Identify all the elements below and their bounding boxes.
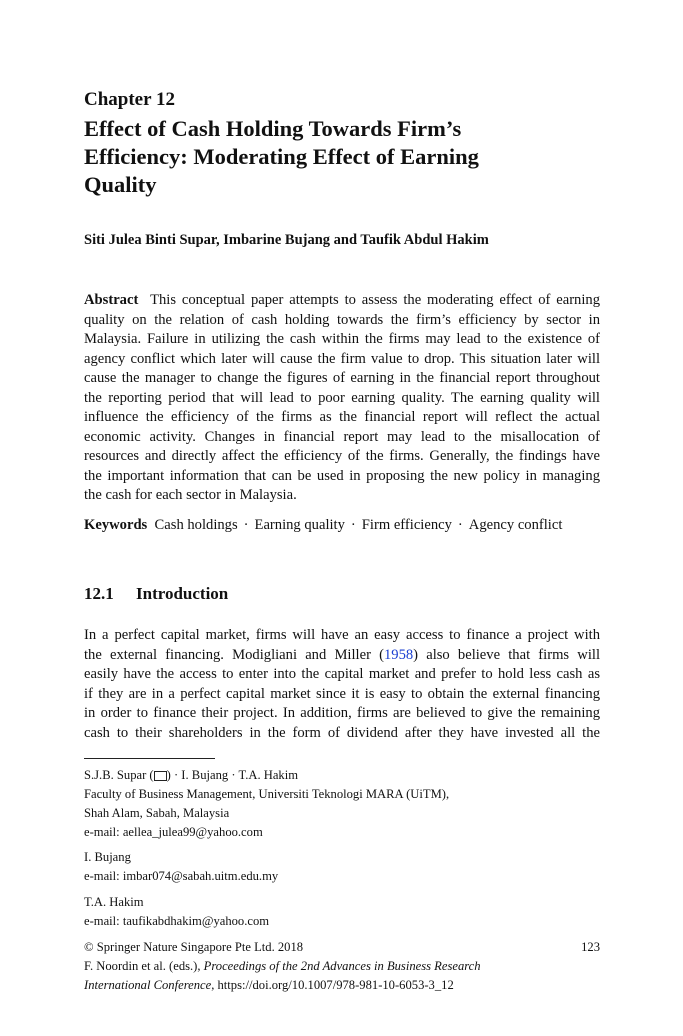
chapter-number: Chapter 12 <box>84 89 175 110</box>
abstract-line: quality on the relation of cash holding towards the firm’s efficiency by sector in <box>84 311 600 328</box>
abstract-line: agency conflict which later will cause the firm value to drop. This situation later will <box>84 350 600 367</box>
section-title: Introduction <box>136 584 229 603</box>
page-number: 123 <box>581 940 600 954</box>
email: e-mail: aellea_julea99@yahoo.com <box>84 825 263 839</box>
citation-link[interactable]: 1958 <box>383 646 414 663</box>
keyword: Cash holdings <box>154 517 238 533</box>
section-heading <box>84 584 600 604</box>
abstract-label: Abstract <box>84 292 139 308</box>
introduction-text: In a perfect capital market, firms will have an easy access to finance a project with the external financing. Modigliani and Miller (1958) also believe that firms will easily have the access to enter into the capital market and prefer to hold less cash as if they are in a perfect capital market since it is easy to obtain the external financing in order to finance their project. In addition, firms are believed to give the remaining cash to their shareholders in the form of dividend after they have invested all the <box>84 627 601 741</box>
abstract-line: resources and directly affect the efficiency of the firms. Generally, the findings have <box>84 448 600 464</box>
email: e-mail: taufikabdhakim@yahoo.com <box>84 914 270 928</box>
abstract-line: influence the efficiency of the firms as the financial report will reflect the actual <box>84 409 600 425</box>
abstract-line: the important information that can be used in proposing the new policy in managing <box>84 467 600 484</box>
title-line: Effect of Cash Holding Towards Firm’s <box>84 116 462 141</box>
abstract-line: the reporting period that will lead to poor earning quality. The earning quality will <box>84 389 600 406</box>
abstract-line: Malaysia. Failure in utilizing the cash within the firms may lead to the existence of <box>84 331 600 347</box>
authors: Siti Julea Binti Supar, Imbarine Bujang and Taufik Abdul Hakim <box>84 232 489 248</box>
author-footnote: I. Bujang e-mail: imbar074@sabah.uitm.edu.my <box>84 848 600 886</box>
footnote-divider <box>84 758 215 759</box>
abstract-line: This conceptual paper attempts to assess the moderating effect of earning <box>150 292 600 308</box>
keywords: Keywords Cash holdings · Earning quality · Firm efficiency · Agency conflict <box>84 517 563 533</box>
abstract-line: cause the manager to change the figures of earning in the financial report throughout <box>84 370 600 386</box>
keyword: Firm efficiency <box>361 517 452 533</box>
keywords-label: Keywords <box>84 517 148 533</box>
section-number: 12.1 <box>84 584 114 603</box>
abstract <box>84 291 600 506</box>
keyword: Agency conflict <box>468 517 563 533</box>
chapter-title <box>84 115 600 199</box>
title-line: Quality <box>84 172 157 197</box>
abstract-line: the cash for each sector in Malaysia. <box>84 487 297 503</box>
keyword: Earning quality <box>254 517 345 533</box>
affiliation-footnote: S.J.B. Supar ( ) · I. Bujang · T.A. Hakim Faculty of Business Management, Universiti Teknologi MARA (UiTM), Shah Alam, Sabah, Malaysia e-mail: aellea_julea99@yahoo.com <box>84 766 600 842</box>
copyright-footnote: © Springer Nature Singapore Pte Ltd. 2018 123 F. Noordin et al. (eds.), Proceedings of the 2nd Advances in Business Research International Conference, https://doi.org/10.1007/978-981-10-6053-3_12 <box>84 940 600 992</box>
abstract-line: economic activity. Changes in financial report may lead to the misallocation of <box>84 428 600 445</box>
author-footnote: T.A. Hakim e-mail: taufikabdhakim@yahoo.com <box>84 893 600 931</box>
email: e-mail: imbar074@sabah.uitm.edu.my <box>84 869 279 883</box>
envelope-icon <box>154 771 167 781</box>
title-line: Efficiency: Moderating Effect of Earning <box>84 144 479 169</box>
doi-link[interactable]: , https://doi.org/10.1007/978-981-10-6053-3_12 <box>211 978 454 992</box>
